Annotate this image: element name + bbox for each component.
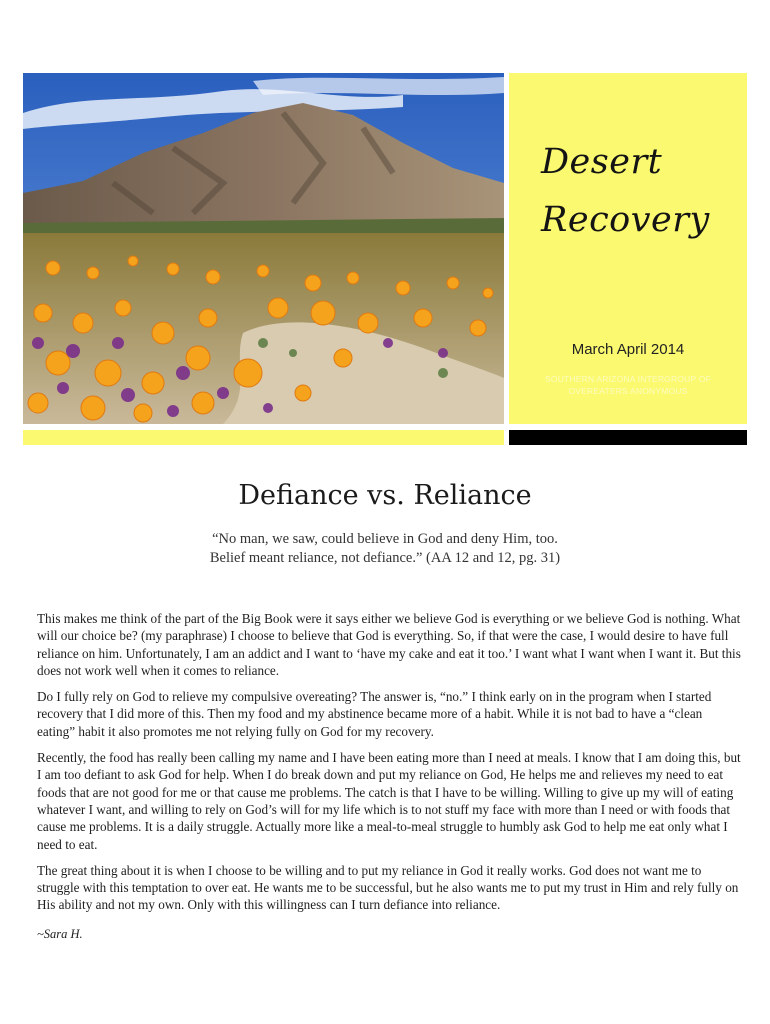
title-line-2: Recovery [541,200,710,240]
organization-name: SOUTHERN ARIZONA INTERGROUP OF OVEREATERS ANONYMOUS [545,374,711,396]
article-paragraph-2: Do I fully rely on God to relieve my compulsive overeating? The answer is, “no.” I think early on in the program when I started recovery that I did more of this. Then my food and my abstinence became more of a habit. While it is not bad to have a “clean eating” habit it also promotes me not relying fully on God for my recovery. [37,689,712,739]
newsletter-title [541,133,710,249]
quote-line-1: “No man, we saw, could believe in God and deny Him, too. [212,531,558,547]
article-headline: Defiance vs. Reliance [238,480,532,511]
article-paragraph-4: The great thing about it is when I choose to be willing and to put my reliance in God it really works. God does not want me to struggle with this temptation to over eat. He wants me to be successful, but he also wants me to put my trust in Him and rely fully on His ability and not my own. Only with this willingness can I turn defiance into reliance. [37,862,739,913]
article-body [37,610,743,952]
article-quote [0,530,770,568]
issue-date: March April 2014 [571,341,685,358]
newsletter-title-box [509,73,747,424]
article-signature: ~Sara H. [37,926,83,941]
article-paragraph-1: This makes me think of the part of the Big Book were it says either we believe God is everything or we believe God is nothing. What will our choice be? (my paraphrase) I choose to believe that God is everything. So, if that were the case, I would desire to have full reliance on him. Unfortunately, I am an addict and I want to ‘have my cake and eat it too.’ I want what I want when I want it. But this does not work well when it comes to reliance. [37,611,741,678]
black-accent-bar [509,430,747,445]
title-line-1: Desert [541,142,663,182]
article-paragraph-3: Recently, the food has really been calling my name and I have been eating more than I need at meals. I know that I am doing this, but I am too defiant to ask God for help. When I do break down and put my reliance on God, He helps me and relieves my need to eat foods that are not good for me or that cause me problems. The catch is that I have to be willing. Willing to give up my will of eating whatever I want, and willing to rely on God’s will for my life which is to not stuff my face with more than I need or with foods that cause me problems. It is a daily struggle. Actually more like a meal-to-meal struggle to humbly ask God to help me eat only what I need to eat. [37,750,741,852]
yellow-accent-bar [23,430,504,445]
desert-wildflower-photo [23,73,504,424]
quote-line-2: Belief meant reliance, not defiance.” (AA 12 and 12, pg. 31) [209,550,561,566]
